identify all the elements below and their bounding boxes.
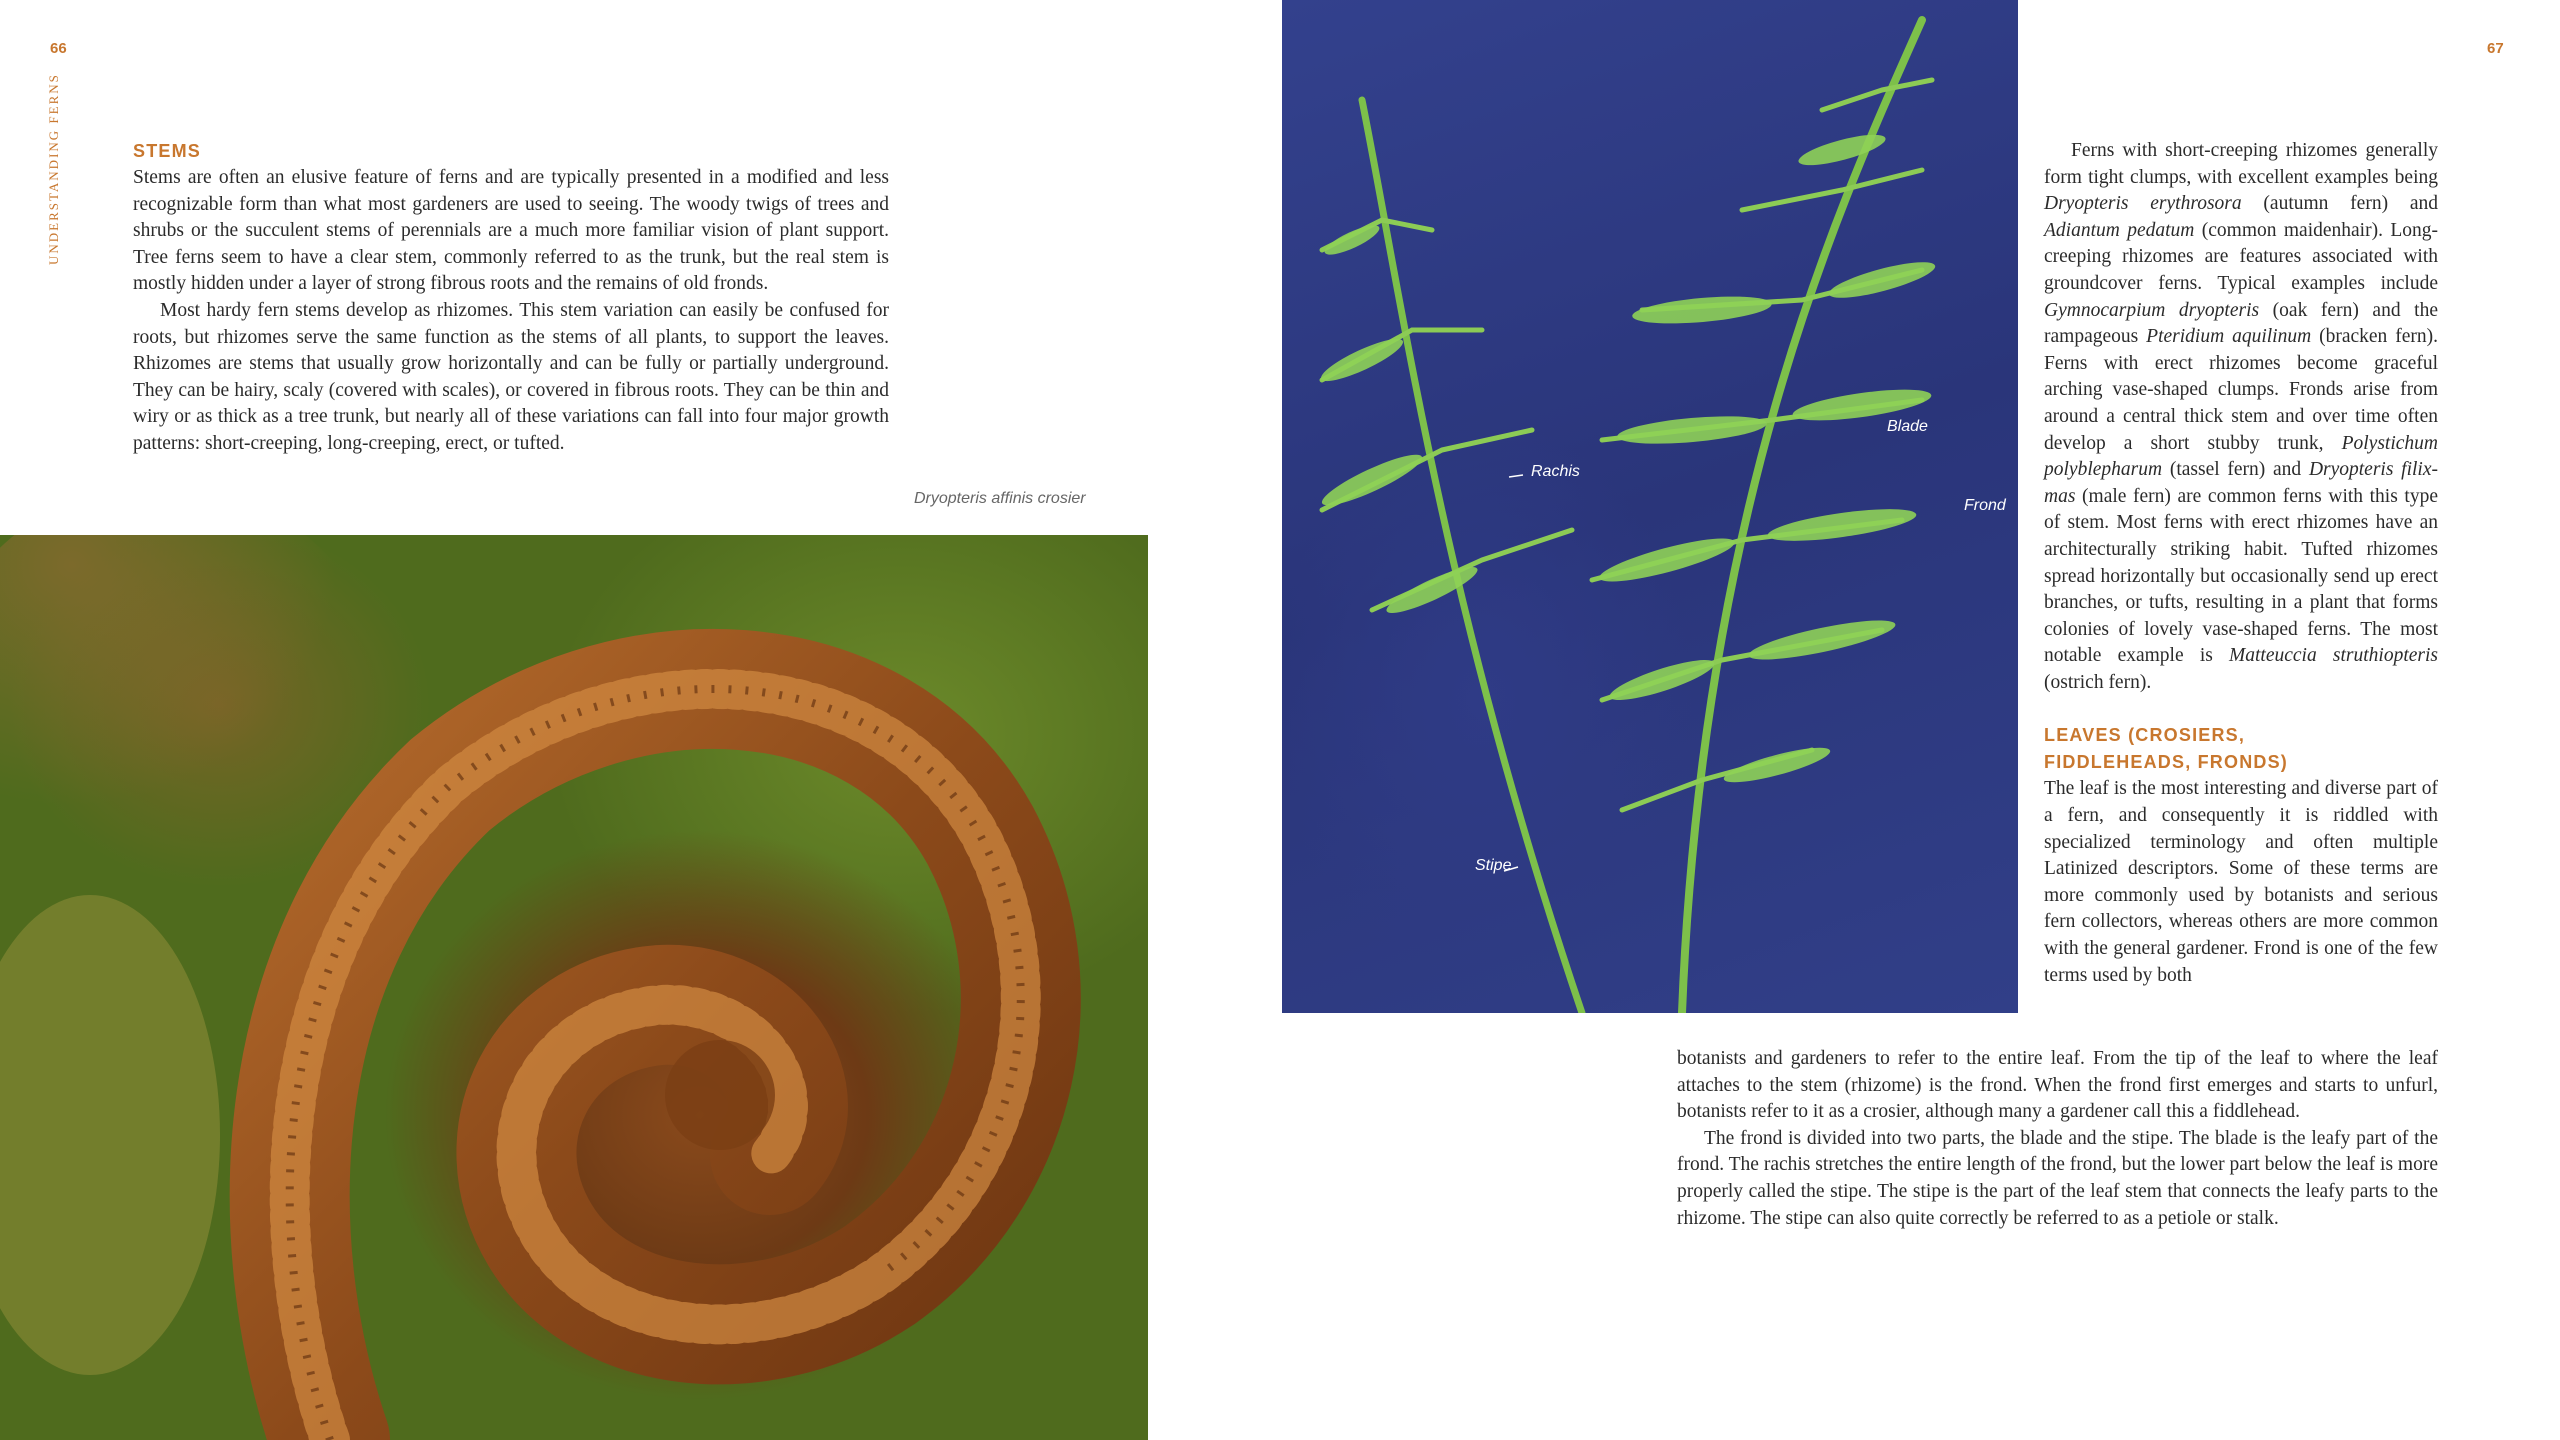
leaves-heading-line-1: LEAVES (CROSIERS, [2044,725,2246,746]
leaves-heading-line-2: FIDDLEHEADS, FRONDS) [2044,752,2288,773]
page-number-right: 67 [2487,40,2504,57]
stipe-label: Stipe [1475,857,1512,874]
leaves-paragraph-1-continued: botanists and gardeners to refer to the entire leaf. From the tip of the leaf to where the leaf attaches to the stem (rhizome) is the frond. When the frond first emerges and starts to unfurl, botanists refer to it as a crosier, although many a gardener call this a fiddlehead. [1677,1048,2438,1123]
page-number-left: 66 [50,40,67,57]
rhizome-column [2044,138,2438,989]
fern-illustration [1282,0,2018,1013]
stems-heading: STEMS [133,141,202,161]
leaves-continued [1677,1046,2438,1232]
running-head: UNDERSTANDING FERNS [46,73,61,265]
crosier-photo [0,535,1148,1440]
stems-paragraph-1: Stems are often an elusive feature of ferns and are typically presented in a modified and less recognizable form than what most gardeners are used to seeing. The woody twigs of trees and shrubs or the succulent stems of perennials are a much more familiar vision of plant support. Tree ferns seem to have a clear stem, commonly referred to as the trunk, but the real stem is mostly hidden under a layer of strong fibrous roots and the remains of old fronds. [133,167,889,295]
stems-section [133,138,889,458]
rhizome-body [2044,138,2438,696]
crosier-illustration [0,535,1148,1440]
rhizome-paragraph: Ferns with short-creeping rhizomes generally form tight clumps, with excellent examples being Dryopteris erythrosora (autumn fern) and Adiantum pedatum (common maidenhair). Long-creeping rhizomes are features associated with groundcover ferns. Typical examples include Gymnocarpium dryopteris (oak fern) and the rampageous Pteridium aquilinum (bracken fern). Ferns with erect rhizomes become graceful arching vase-shaped clumps. Fronds arise from around a central thick stem and over time often develop a short stubby trunk, Polystichum polyblepharum (tassel fern) and Dryopteris filix-mas (male fern) are common ferns with this type of stem. Most ferns with erect rhizomes have an architecturally striking habit. Tufted rhizomes spread horizontally but occasionally send up erect branches, or tufts, resulting in a plant that forms colonies of lovely vase-shaped ferns. The most notable example is Matteuccia struthiopteris (ostrich fern). [2044,140,2439,693]
stems-body [133,165,889,458]
leaves-continued-body [1677,1046,2438,1232]
frond-label: Frond [1964,497,2006,514]
blade-label: Blade [1887,418,1928,435]
rachis-label: Rachis [1531,463,1580,480]
leaves-body [2044,776,2438,989]
fern-photo [1282,0,2018,1013]
leaves-paragraph-1: The leaf is the most interesting and diverse part of a fern, and consequently it is riddled with specialized terminology and often multiple Latinized descriptors. Some of these terms are more commonly used by botanists and serious fern collectors, whereas others are more common with the general gardener. Frond is one of the few terms used by both [2044,778,2438,986]
stems-paragraph-2: Most hardy fern stems develop as rhizomes. This stem variation can easily be confused for roots, but rhizomes serve the same function as the stems of all plants, to support the leaves. Rhizomes are stems that usually grow horizontally and can be fully or partially underground. They can be hairy, scaly (covered with scales), or covered in fibrous roots. They can be thin and wiry or as thick as a tree trunk, but nearly all of these variations can fall into four major growth patterns: short-creeping, long-creeping, erect, or tufted. [133,299,889,454]
leaves-heading [2044,722,2438,776]
crosier-caption: Dryopteris affinis crosier [914,490,1086,507]
leaves-paragraph-2: The frond is divided into two parts, the blade and the stipe. The blade is the leafy part of the frond. The rachis stretches the entire length of the frond, but the lower part below the leaf is more properly called the stipe. The stipe is the part of the leaf stem that connects the leafy parts to the rhizome. The stipe can also quite correctly be referred to as a petiole or stalk. [1677,1127,2438,1229]
